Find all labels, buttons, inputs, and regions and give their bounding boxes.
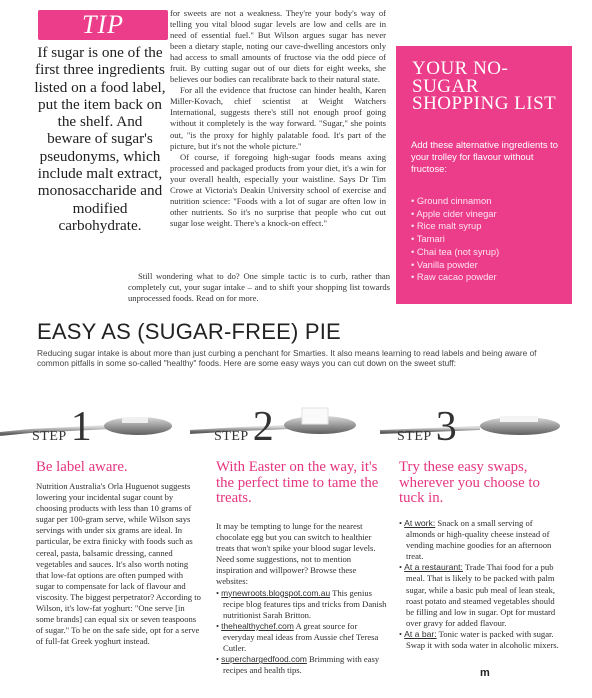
- section-title: EASY AS (SUGAR-FREE) PIE: [37, 319, 341, 344]
- step-1-body: [36, 481, 201, 647]
- swap-lead: At a bar:: [404, 628, 437, 639]
- step-number: 2: [252, 404, 274, 450]
- swap-lead: At work:: [404, 518, 436, 528]
- website-item: [216, 654, 388, 676]
- step-2-heading: With Easter on the way, it's the perfect time to tame the treats.: [216, 459, 379, 506]
- shopping-list-item: • Rice malt syrup: [411, 220, 566, 233]
- website-link[interactable]: superchargedfood.com: [221, 654, 307, 665]
- tip-badge: [38, 10, 168, 40]
- swap-list: [399, 518, 561, 651]
- step-1-text: Nutrition Australia's Orla Huguenot suggests lowering your incidental sugar count by choosing products with less than 10 grams of sugar per 100-gram serve, while Wilson says servings with under six grams are ideal. In particular, be extra finicky with foods such as cereal, pasta, balsamic dressing, canned vegetables and sauces. It's also worth noting that low-fat options are often pumped with sugar to compensate for lack of flavour and viscosity. The biggest perpetrator? According to Wilson, it's low-fat yoghurt: "One serve [in some brands] can equal six or seven teaspoons of sugar." To be on the safe side, opt for a serve of full-fat Greek yoghurt instead.: [36, 481, 201, 647]
- website-desc: Brimming with easy recipes and health tips.: [223, 654, 380, 676]
- step-3-body: [399, 518, 561, 651]
- swap-item: [399, 518, 561, 562]
- article-paragraph: Of course, if foregoing high-sugar foods means axing processed and packaged products from your diet, it's a win for your overall health, especially your waistline. Says Dr Tim Crowe at Victoria's Deakin University school of exercise and nutrition science: "Foods with a lot of sugar are often low in other nutrients. So it's no surprise that people who cut out sugar lose weight. There's a knock-on effect.": [170, 151, 386, 228]
- shopping-list-title: YOUR NO-SUGAR SHOPPING LIST: [412, 58, 557, 114]
- step-2-header: [214, 406, 274, 448]
- website-item: [216, 621, 388, 654]
- tip-text: If sugar is one of the first three ingredients listed on a food label, put the item back on the shelf. And beware of sugar's pseudonyms, which include malt extract, monosaccharide and modified carbohydrate.: [34, 44, 166, 234]
- step-label: STEP: [397, 429, 432, 444]
- article-tail-paragraph: Still wondering what to do? One simple tactic is to curb, rather than completely cut, your sugar intake – and to shift your shopping list towards unprocessed foods. Read on for more.: [128, 271, 390, 304]
- step-2-text: It may be tempting to lunge for the nearest chocolate egg but you can switch to healthier treats that won't spike your blood sugar levels. Need some suggestions, not to mention inspiration and willpower? Browse these websites:: [216, 521, 376, 587]
- website-desc: This genius recipe blog features tips and tricks from Danish nutritionist Sarah Britton.: [223, 587, 387, 620]
- step-label: STEP: [214, 429, 249, 444]
- shopping-list-item: • Raw cacao powder: [411, 271, 566, 284]
- shopping-list-item: • Ground cinnamon: [411, 195, 566, 208]
- swap-item: [399, 629, 561, 651]
- shopping-list-item: • Chai tea (not syrup): [411, 246, 566, 259]
- step-label: STEP: [32, 429, 67, 444]
- swap-text: Snack on a small serving of almonds or high-quality cheese instead of vending machine goodies for an afternoon treat.: [406, 518, 552, 562]
- shopping-list-item: • Tamari: [411, 233, 566, 246]
- shopping-list-item: • Vanilla powder: [411, 259, 566, 272]
- article-body: [170, 8, 386, 229]
- website-list: [216, 588, 388, 677]
- article-tail: [128, 271, 390, 304]
- section-intro: Reducing sugar intake is about more than just curbing a penchant for Smarties. It also means learning to read labels and being aware of common pitfalls in some so-called "healthy" foods. Here are some easy ways you can cut down on the sweet stuff:: [37, 348, 537, 369]
- shopping-list: [411, 195, 566, 284]
- article-paragraph: For all the evidence that fructose can hinder health, Karen Miller-Kovach, chief scientist at Weight Watchers International, suggests there's still not enough proof going without it completely is the way forward. "Sugar," she points out, "is the proxy for highly palatable food. It's part of the picture, but it's not the whole picture.": [170, 85, 386, 151]
- step-number: 3: [435, 404, 457, 450]
- swap-item: [399, 562, 561, 629]
- swap-text: Trade Thai food for a pub meal. That is likely to be packed with palm sugar, while a basic pub meal of lean steak, roast potato and steamed vegetables should be filling and low in sugar. Opt for mustard over gravy for added flavour.: [406, 562, 556, 628]
- article-paragraph: for sweets are not a weakness. They're your body's way of telling you vital blood sugar levels are low and cells are in need of essential fuel." But Wilson argues sugar has never been a dietary staple, noting our cave-dwelling ancestors only had access to small amounts of fructose via the odd piece of fruit. By cutting sugar out of our diets for eight weeks, she believes our bodies can recalibrate back to their natural state.: [170, 8, 386, 85]
- step-2-body: [216, 521, 388, 676]
- swap-lead: At a restaurant:: [404, 562, 463, 573]
- website-item: [216, 588, 388, 621]
- step-1-heading: Be label aware.: [36, 459, 128, 475]
- tip-badge-label: TIP: [82, 10, 124, 39]
- step-1-header: [32, 406, 92, 448]
- step-3-heading: Try these easy swaps, wherever you choose to tuck in.: [399, 459, 540, 506]
- website-link[interactable]: mynewroots.blogspot.com.au: [221, 587, 331, 598]
- website-desc: A great source for everyday meal ideas from Aussie chef Teresa Cutler.: [223, 620, 379, 654]
- shopping-list-item: • Apple cider vinegar: [411, 208, 566, 221]
- swap-text: Tonic water is packed with sugar. Swap it with soda water in alcoholic mixers.: [406, 628, 559, 651]
- step-number: 1: [70, 404, 92, 450]
- step-3-header: [397, 406, 457, 448]
- website-link[interactable]: thehealthychef.com: [221, 620, 294, 631]
- folio-logo: m: [480, 667, 490, 679]
- shopping-list-intro: Add these alternative ingredients to your trolley for flavour without fructose:: [411, 139, 558, 175]
